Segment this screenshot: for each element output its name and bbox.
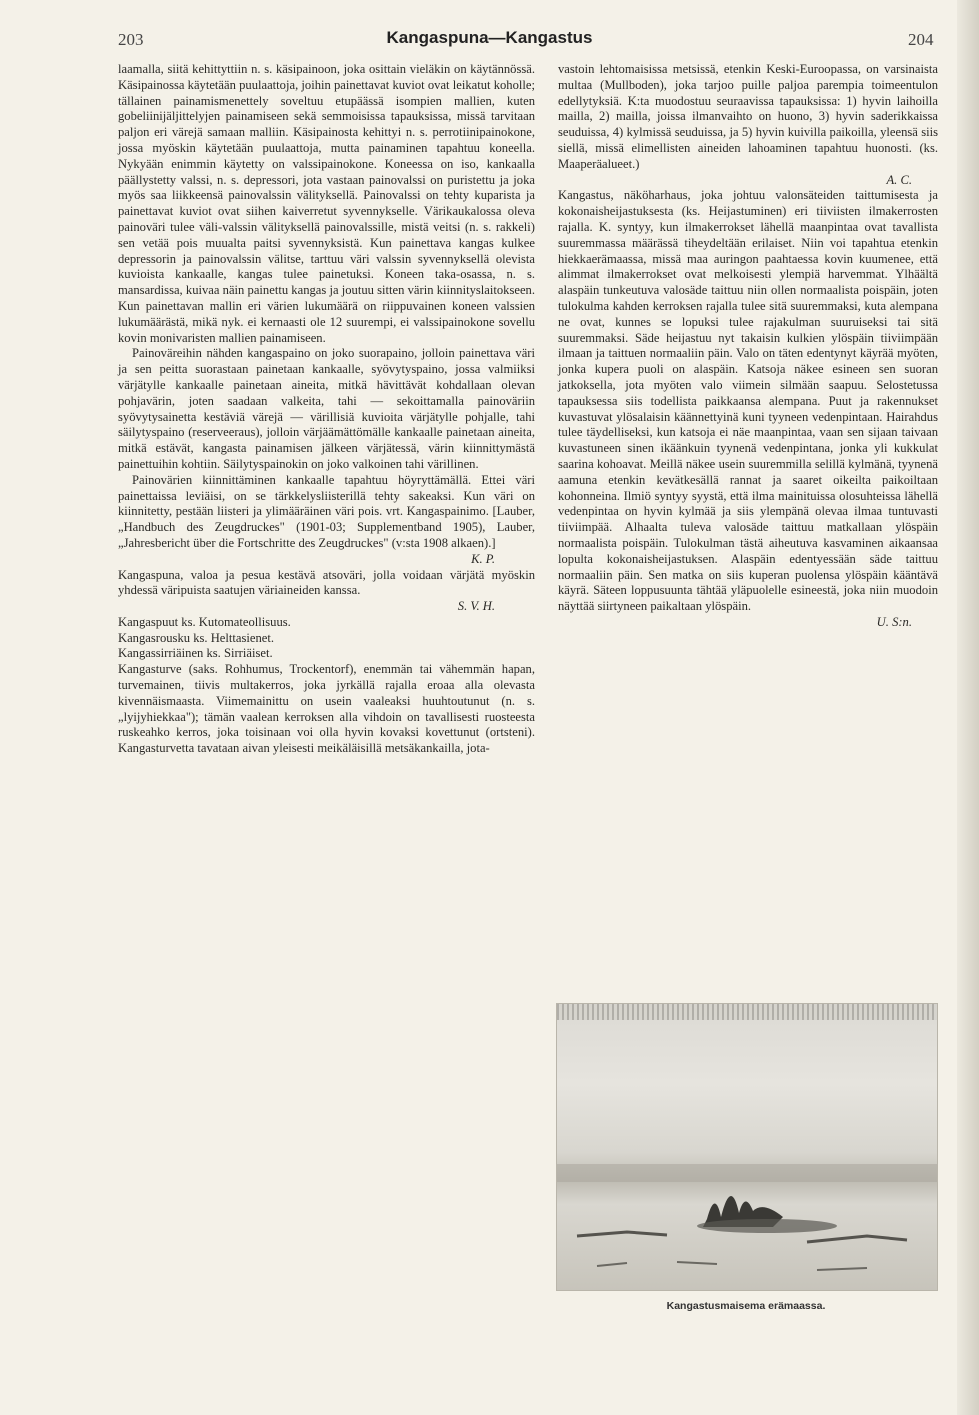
reflection-shadow: [697, 1219, 837, 1233]
signature-kp: K. P.: [471, 551, 495, 566]
signature-svh: S. V. H.: [457, 599, 495, 614]
page-header: [0, 24, 979, 54]
left-column: [118, 62, 535, 757]
sand-ripples: [597, 1262, 867, 1270]
paragraph-kangaspaino-methods: laamalla, siitä kehittyttiin n. s. käsipainoon, joka osittain vieläkin on käytännössä. Käsipainossa käytetään puulaattoja, joihin painettavat kuviot ovat leikatut koholle; tällainen painamismenettely soveltuu etupäässä isompien mallien, kuten gobeliinijäljittelyjen painamiseen sekä semmoisissa tapauksissa, missä tarvitaan paljon eri värejä samaan malliin. Käsipainosta kehittyi n. s. perrotiinipainokone, jossa myöskin käytetään puulaattoja, mutta painaminen tapahtuu koneella. Nykyään enimmin käytetty on valssipainokone. Koneessa on iso, kankaalla päällystetty valssi, n. s. depressori, jota vastaan painovalssi on puristettu ja joka myös saa liikkeensä painovalssin välityksellä. Painovalssi on tehty kuparista ja painettavat kuviot ovat siihen kaiverretut syvennykselle. Värikaukalossa oleva painoväri tulee väli-valssin välityksellä painovalssille, mistä veitsi (n. s. rakkeli) sen vetää pois muualta paitsi syvennyksistä. Kun painettava kangas kulkee depressorin ja painovalssin välitse, tarttuu väri valssin syvennyksellä olevista kuvioista kankaalle, kangas tulee painetuksi. Koneen taka-osassa, n. s. mansardissa, kuivaa näin painettu kangas ja joutuu sitten värin kiinnityslaitokseen. Kun painettavan mallin eri värien lukumäärä on riippuvainen koneen valssien lukumäärästä, mikä nyk. ei kernaasti ole 12 suurempi, ei valssipainokone sovellu kovin monivaristen mallien painamiseen.: [118, 62, 535, 345]
horizon-band: [557, 1164, 937, 1182]
entry-kangasturve: Kangasturve (saks. Rohhumus, Trockentorf), enemmän tai vähemmän hapan, turvemainen, tiivis multakerros, joka jyrkällä rajalla eroaa alla olevasta kivennäismaasta. Viimemainittu on usein vaaleaksi huuhtoutunut (n. s. „lyijyhiekkaa"); tämän vaalean kerroksen alla vihdoin on tavallisesti ruosteesta ruskeahko kerros, joka toisinaan voi olla hyvin kovaksi kovettunut (ortsteni). Kangasturvetta tavataan aivan yleisesti meikäläisillä metsäkankailla, jota-: [118, 662, 535, 756]
signature-usn: U. S:n.: [876, 614, 912, 629]
page-edge-shadow: [957, 0, 979, 1415]
entry-kangasrousku: Kangasrousku ks. Helttasienet.: [118, 630, 274, 645]
entry-kangaspuut: Kangaspuut ks. Kutomateollisuus.: [118, 614, 291, 629]
mirage-landscape-illustration: [557, 1004, 937, 1290]
desert-mirage-photo-icon: [556, 1003, 938, 1291]
right-page-number: 204: [908, 30, 934, 49]
right-column: [558, 62, 938, 631]
paragraph-kangasturve-cont: vastoin lehtomaisissa metsissä, etenkin Keski-Euroopassa, on varsinaista multaa (Mullboden), joka tarjoo puille paljoa parempia toimeentulon edellytyksiä. K:ta muodostuu seuraavissa tapauksissa: 1) hyvin laihoilla mailla, 2) mailla, joissa ilmanvaihto on huono, 3) hyvin saderikkaissa seuduissa, 4) kylmissä seuduissa, ja 5) hyvin kuivilla paikoilla, yleensä siis siellä, missä elimellisten aineiden lahoaminen tapahtuu huonosti. (ks. Maaperäalueet.): [558, 62, 938, 171]
paragraph-painovarit: Painoväreihin nähden kangaspaino on joko suorapaino, jolloin painettava väri ja sen peitta suorastaan painetaan kankaalle, syövytyspaino, jossa valmiiksi värjätylle kankaalle painetaan aineita, mitkä hävittävät kohdallaan olevan pohjavärin, joten saadaan valkeita, tahi — sekoittamalla painoväriin syövytysainetta kestäviä värejä — värillisiä kuvioita värjätylle pohjalle, tahi säilytyspaino (reserveeraus), jolloin värjäämättömälle kankaalle painetaan aineita, mitkä estävät, kangasta painamisen jälkeen värjätessä, värin kiinnittymästä painettuihin kohtiin. Säilytyspainokin on joko valkoinen tahi värillinen.: [118, 346, 535, 471]
paragraph-kiinnittaminen: Painovärien kiinnittäminen kankaalle tapahtuu höyryttämällä. Ettei väri painettaissa leviäisi, on se tärkkelysliisterillä tehty sakeaksi. Kun väri on kiinnitetty, pestään liisteri ja ylimääräinen väri pois. vrt. Kangaspainimo. [Lauber, „Handbuch des Zeugdruckes" (1901-03; Supplementband 1905), Lauber, „Jahresbericht über die Fortschritte des Zeugdruckes" (v:sta 1908 alkaen).]: [118, 472, 535, 550]
figure-caption: Kangastusmaisema erämaassa.: [666, 1300, 826, 1312]
entry-kangastus: Kangastus, näköharhaus, joka johtuu valonsäteiden taittumisesta ja kokonaisheijastuksesta (ks. Heijastuminen) eri tiiviisten ilmakerrosten rajalla. K. syntyy, kun ilmakerrokset lähellä maanpintaa ovat tavallista suuremmassa määrässä tiheydeltään erilaiset. Niin voi tapahtua etenkin hiekkaerämaassa, missä maa auringon paahtaessa kovin kuumenee, että alimmat ilmakerrokset ovat melkoisesti ylempiä harvemmat. Ylhäältä alaspäin tunkeutuva valosäde taittuu niin ollen normaalista poispäin, joten tulokulma kahden kerroksen rajalla tulee sitä suuremmaksi, kuta alempana ne ovat, kunnes se lopuksi tulee rajakulman suuruiseksi tai sitä suuremmaksi. Säde heijastuu nyt takaisin kulkien ylöspäin tiiviimpään ilmaan ja taittuen normaaliin päin. Valo on täten edentynyt käyrää myöten, jonka kupera puoli on alaspäin. Katsoja näkee esineen sen suoran jatkoksella, jota myöten valo viimein silmään saapuu. Selostetussa tapauksessa siis todellista paikkaansa alempana. Puut ja rakennukset kuvastuvat ylösalaisin käännettyinä kuni tyyneen vedenpintaan. Hairahdus tulee täydelliseksi, kun katsoja ei näe maanpintaa, vaan sen sijaan taivaan kuvastuneen sinen ikäänkuin tyynenä vedenpintana, jonka yli kukkulat saarina kohoavat. Meillä näkee usein suuremmilla selillä kylmänä, tyynenä aamuna etenkin kevätkesällä rannat ja saaret oikeilta paikoiltaan kohonneina. Ilmiö syntyy syystä, että ilma mainituissa olosuhteissa lähellä vedenpintaa on hyvin kylmää ja siis ylempänä olevaa ilmaa tuntuvasti tiiviimpää. Alhaalta tuleva valosäde taittuu matkallaan ylöspäin normaalista poispäin. Tulokulman tästä aiheutuva kasvaminen aikaansaa lopulta kokonaisheijastuksen. Alaspäin edentyessään säde taittuu normaaliin päin. Sen matka on siis kuperan puolensa ylöspäin kääntävä käyrä. Säteen loppusuunta tähtää yläpuolelle esineestä, joka niin muodoin näyttää siirtyneen paikaltaan ylöspäin.: [558, 188, 938, 614]
entry-kangaspuna: Kangaspuna, valoa ja pesua kestävä atsoväri, jolla voidaan värjätä myöskin yhdessä väripuista saatujen väriaineiden kanssa.: [118, 567, 535, 598]
running-title: Kangaspuna—Kangastus: [386, 28, 593, 47]
ground-streaks: [577, 1232, 907, 1242]
signature-ac: A. C.: [886, 172, 912, 187]
entry-kangassirriainen: Kangassirriäinen ks. Sirriäiset.: [118, 646, 273, 661]
left-page-number: 203: [118, 30, 144, 49]
